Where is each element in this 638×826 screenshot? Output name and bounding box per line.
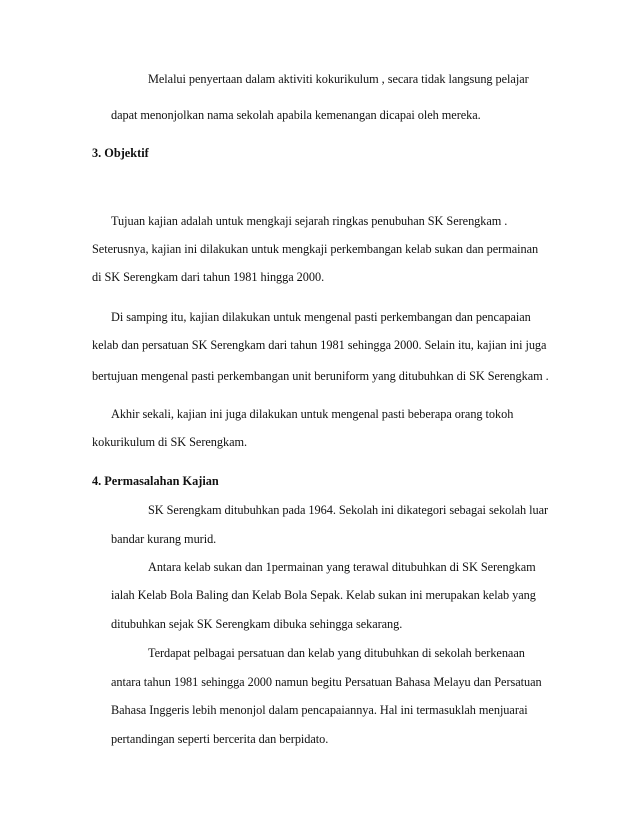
objektif-p1-line-2: Seterusnya, kajian ini dilakukan untuk mengkaji perkembangan kelab sukan dan permainan	[92, 242, 539, 256]
section-heading-permasalahan-kajian: 4. Permasalahan Kajian	[92, 474, 219, 488]
objektif-p3-line-1: Akhir sekali, kajian ini juga dilakukan untuk mengenal pasti beberapa orang tokoh	[111, 407, 514, 421]
objektif-p2-line-3: bertujuan mengenal pasti perkembangan unit beruniform yang ditubuhkan di SK Serengkam .	[92, 369, 549, 383]
objektif-p2-line-1: Di samping itu, kajian dilakukan untuk mengenal pasti perkembangan dan pencapaian	[111, 310, 531, 324]
permasalahan-p2-line-3: ditubuhkan sejak SK Serengkam dibuka sehingga sekarang.	[111, 617, 403, 631]
permasalahan-p1-line-1: SK Serengkam ditubuhkan pada 1964. Sekolah ini dikategori sebagai sekolah luar	[148, 503, 549, 517]
objektif-p3-line-2: kokurikulum di SK Serengkam.	[92, 435, 248, 449]
permasalahan-p2-line-1: Antara kelab sukan dan 1permainan yang terawal ditubuhkan di SK Serengkam	[148, 560, 536, 574]
objektif-p1-line-3: di SK Serengkam dari tahun 1981 hingga 2000.	[92, 270, 325, 284]
permasalahan-p3-line-2: antara tahun 1981 sehingga 2000 namun begitu Persatuan Bahasa Melayu dan Persatuan	[111, 675, 542, 689]
permasalahan-p3-line-4: pertandingan seperti bercerita dan berpidato.	[111, 732, 329, 746]
permasalahan-p1-line-2: bandar kurang murid.	[111, 532, 217, 546]
permasalahan-p3-line-1: Terdapat pelbagai persatuan dan kelab yang ditubuhkan di sekolah berkenaan	[148, 646, 525, 660]
objektif-p2-line-2: kelab dan persatuan SK Serengkam dari tahun 1981 sehingga 2000. Selain itu, kajian ini juga	[92, 338, 547, 352]
continuation-line-2: dapat menonjolkan nama sekolah apabila kemenangan dicapai oleh mereka.	[111, 108, 481, 122]
section-heading-objektif: 3. Objektif	[92, 146, 149, 160]
continuation-line-1: Melalui penyertaan dalam aktiviti kokurikulum , secara tidak langsung pelajar	[148, 72, 529, 86]
permasalahan-p2-line-2: ialah Kelab Bola Baling dan Kelab Bola Sepak. Kelab sukan ini merupakan kelab yang	[111, 588, 536, 602]
objektif-p1-line-1: Tujuan kajian adalah untuk mengkaji sejarah ringkas penubuhan SK Serengkam .	[111, 214, 508, 228]
permasalahan-p3-line-3: Bahasa Inggeris lebih menonjol dalam pencapaiannya. Hal ini termasuklah menjuarai	[111, 703, 528, 717]
